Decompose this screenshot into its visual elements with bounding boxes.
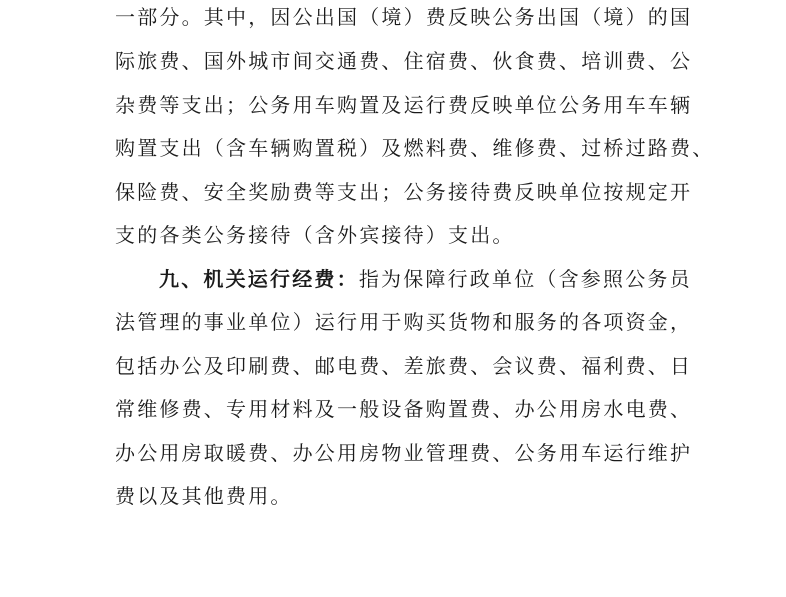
paragraph-2-line-2: 法管理的事业单位）运行用于购买货物和服务的各项资金， bbox=[115, 310, 693, 334]
paragraph-2-line-4: 常维修费、专用材料及一般设备购置费、办公用房水电费、 bbox=[115, 397, 693, 421]
paragraph-1-line-5: 保险费、安全奖励费等支出；公务接待费反映单位按规定开 bbox=[115, 180, 693, 204]
paragraph-1-line-3: 杂费等支出；公务用车购置及运行费反映单位公务用车车辆 bbox=[115, 93, 693, 117]
paragraph-1-line-1: 一部分。其中，因公出国（境）费反映公务出国（境）的国 bbox=[115, 5, 693, 29]
section-heading: 九、机关运行经费： bbox=[159, 267, 359, 291]
paragraph-2-line-6: 费以及其他费用。 bbox=[115, 484, 293, 508]
paragraph-1-line-2: 际旅费、国外城市间交通费、住宿费、伙食费、培训费、公 bbox=[115, 49, 693, 73]
paragraph-2-line-5: 办公用房取暖费、办公用房物业管理费、公务用车运行维护 bbox=[115, 441, 693, 465]
paragraph-1-line-6: 支的各类公务接待（含外宾接待）支出。 bbox=[115, 223, 515, 247]
paragraph-2-line-1-text: 指为保障行政单位（含参照公务员 bbox=[358, 267, 692, 291]
paragraph-1-line-4: 购置支出（含车辆购置税）及燃料费、维修费、过桥过路费、 bbox=[115, 136, 715, 160]
paragraph-2-line-3: 包括办公及印刷费、邮电费、差旅费、会议费、福利费、日 bbox=[115, 354, 693, 378]
paragraph-2-line-1 bbox=[159, 264, 692, 294]
